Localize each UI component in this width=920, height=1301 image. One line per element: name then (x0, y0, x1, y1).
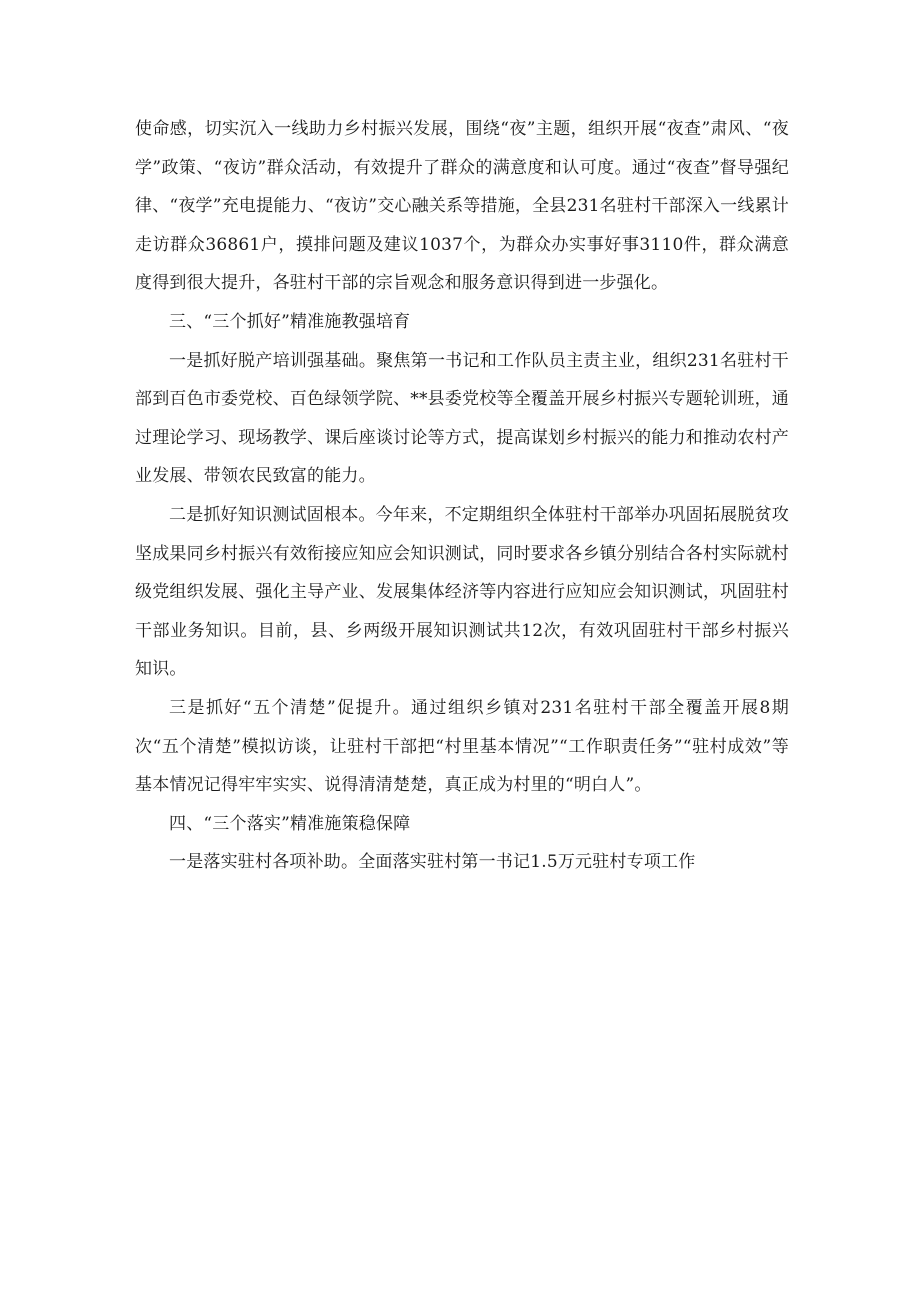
paragraph-training: 一是抓好脱产培训强基础。聚焦第一书记和工作队员主责主业，组织231名驻村干部到百色市委党校、百色绿领学院、**县委党校等全覆盖开展乡村振兴专题轮训班，通过理论学习、现场教学、课后座谈讨论等方式，提高谋划乡村振兴的能力和推动农村产业发展、带领农民致富的能力。 (135, 350, 789, 487)
paragraph-knowledge-test: 二是抓好知识测试固根本。今年来，不定期组织全体驻村干部举办巩固拓展脱贫攻坚成果同乡村振兴有效衔接应知应会知识测试，同时要求各乡镇分别结合各村实际就村级党组织发展、强化主导产业、发展集体经济等内容进行应知应会知识测试，巩固驻村干部业务知识。目前，县、乡两级开展知识测试共12次，有效巩固驻村干部乡村振兴知识。 (135, 504, 789, 680)
paragraph-continuation: 使命感，切实沉入一线助力乡村振兴发展，围绕“夜”主题，组织开展“夜查”肃风、“夜学”政策、“夜访”群众活动，有效提升了群众的满意度和认可度。通过“夜查”督导强纪律、“夜学”充电提能力、“夜访”交心融关系等措施，全县231名驻村干部深入一线累计走访群众36861户，摸排问题及建议1037个，为群众办实事好事3110件，群众满意度得到很大提升，各驻村干部的宗旨观念和服务意识得到进一步强化。 (135, 119, 789, 294)
paragraph-five-clear: 三是抓好“五个清楚”促提升。通过组织乡镇对231名驻村干部全覆盖开展8期次“五个清楚”模拟访谈，让驻村干部把“村里基本情况”“工作职责任务”“驻村成效”等基本情况记得牢牢实实、说得清清楚楚，真正成为村里的“明白人”。 (135, 697, 789, 796)
document-body (135, 110, 789, 882)
section-heading-four: 四、“三个落实”精准施策稳保障 (169, 813, 411, 834)
section-heading-three: 三、“三个抓好”精准施教强培育 (169, 311, 411, 332)
paragraph-subsidy: 一是落实驻村各项补助。全面落实驻村第一书记1.5万元驻村专项工作 (169, 852, 696, 873)
